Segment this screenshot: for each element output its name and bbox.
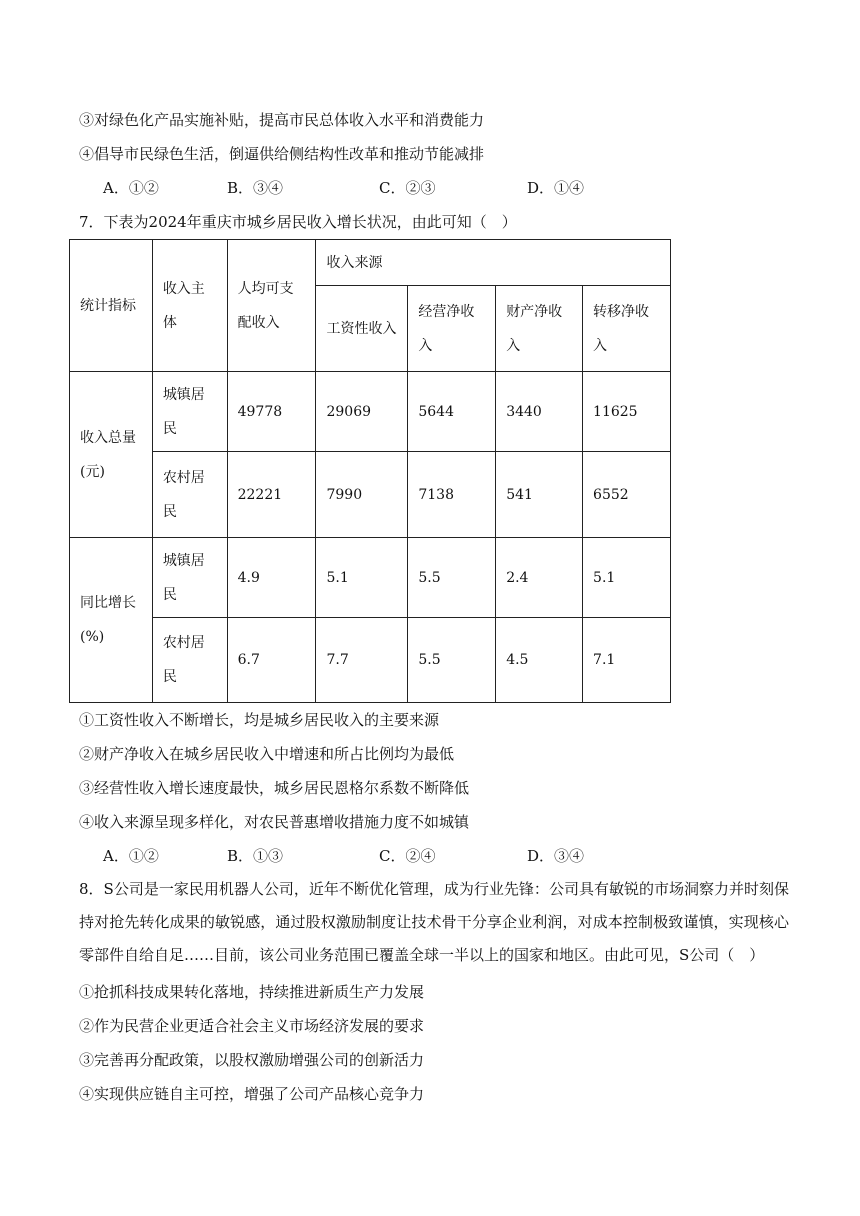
q7-item-2: ②财产净收入在城乡居民收入中增速和所占比例均为最低: [79, 745, 455, 763]
q8-item-4: ④实现供应链自主可控，增强了公司产品核心竞争力: [79, 1085, 425, 1103]
cell: 7.1: [583, 618, 671, 703]
table-row: [70, 452, 671, 538]
q7-stem: 7．下表为2024年重庆市城乡居民收入增长状况，由此可知（ ）: [79, 213, 517, 231]
cell: 6552: [583, 452, 671, 538]
cell: 5.1: [583, 538, 671, 618]
header-property: 财产净收入: [496, 286, 583, 372]
q6-option-a: A．①②: [103, 179, 159, 197]
header-indicator: 统计指标: [70, 240, 153, 372]
subject-rural: 农村居民: [152, 452, 227, 538]
header-wage: 工资性收入: [316, 286, 408, 372]
cell: 49778: [227, 372, 316, 452]
cell: 4.9: [227, 538, 316, 618]
header-subject: 收入主体: [152, 240, 227, 372]
cell: 7138: [408, 452, 496, 538]
subject-urban: 城镇居民: [152, 372, 227, 452]
q7-item-4: ④收入来源呈现多样化，对农民普惠增收措施力度不如城镇: [79, 813, 470, 831]
cell: 5644: [408, 372, 496, 452]
cell: 4.5: [496, 618, 583, 703]
q6-option-d: D．①④: [527, 179, 585, 197]
cell: 5.1: [316, 538, 408, 618]
cell: 11625: [583, 372, 671, 452]
subject-urban: 城镇居民: [152, 538, 227, 618]
q8-item-3: ③完善再分配政策，以股权激励增强公司的创新活力: [79, 1051, 425, 1069]
q7-option-d: D．③④: [527, 847, 585, 865]
table-row: [70, 618, 671, 703]
cell: 29069: [316, 372, 408, 452]
q7-option-b: B．①③: [227, 847, 284, 865]
q6-option-b: B．③④: [227, 179, 284, 197]
q7-option-a: A．①②: [103, 847, 159, 865]
header-sources: 收入来源: [316, 240, 671, 286]
q7-item-3: ③经营性收入增长速度最快，城乡居民恩格尔系数不断降低: [79, 779, 470, 797]
cell: 2.4: [496, 538, 583, 618]
q6-option-c: C．②③: [379, 179, 436, 197]
cell: 3440: [496, 372, 583, 452]
q8-item-1: ①抢抓科技成果转化落地，持续推进新质生产力发展: [79, 983, 425, 1001]
table-row: [70, 372, 671, 452]
q8-stem: 8．S公司是一家民用机器人公司，近年不断优化管理，成为行业先锋：公司具有敏锐的市场洞察力并时刻保持对抢先转化成果的敏锐感，通过股权激励制度让技术骨干分享企业利润，对成本控制极致谨慎，实现核心零部件自给自足……目前，该公司业务范围已覆盖全球一半以上的国家和地区。由此可见，S公司（ ）: [79, 880, 789, 964]
q8-item-2: ②作为民营企业更适合社会主义市场经济发展的要求: [79, 1017, 425, 1035]
group-growth: 同比增长(%): [70, 538, 153, 703]
cell: 6.7: [227, 618, 316, 703]
group-total: 收入总量(元): [70, 372, 153, 538]
cell: 541: [496, 452, 583, 538]
q7-option-c: C．②④: [379, 847, 436, 865]
cell: 22221: [227, 452, 316, 538]
cell: 5.5: [408, 618, 496, 703]
header-business: 经营净收入: [408, 286, 496, 372]
header-transfer: 转移净收入: [583, 286, 671, 372]
income-table: [69, 239, 671, 703]
subject-rural: 农村居民: [152, 618, 227, 703]
q6-item-4: ④倡导市民绿色生活，倒逼供给侧结构性改革和推动节能减排: [79, 145, 485, 163]
q6-item-3: ③对绿色化产品实施补贴，提高市民总体收入水平和消费能力: [79, 111, 485, 129]
cell: 5.5: [408, 538, 496, 618]
table-row: [70, 538, 671, 618]
cell: 7990: [316, 452, 408, 538]
q7-item-1: ①工资性收入不断增长，均是城乡居民收入的主要来源: [79, 711, 440, 729]
header-per-capita: 人均可支配收入: [227, 240, 316, 372]
cell: 7.7: [316, 618, 408, 703]
